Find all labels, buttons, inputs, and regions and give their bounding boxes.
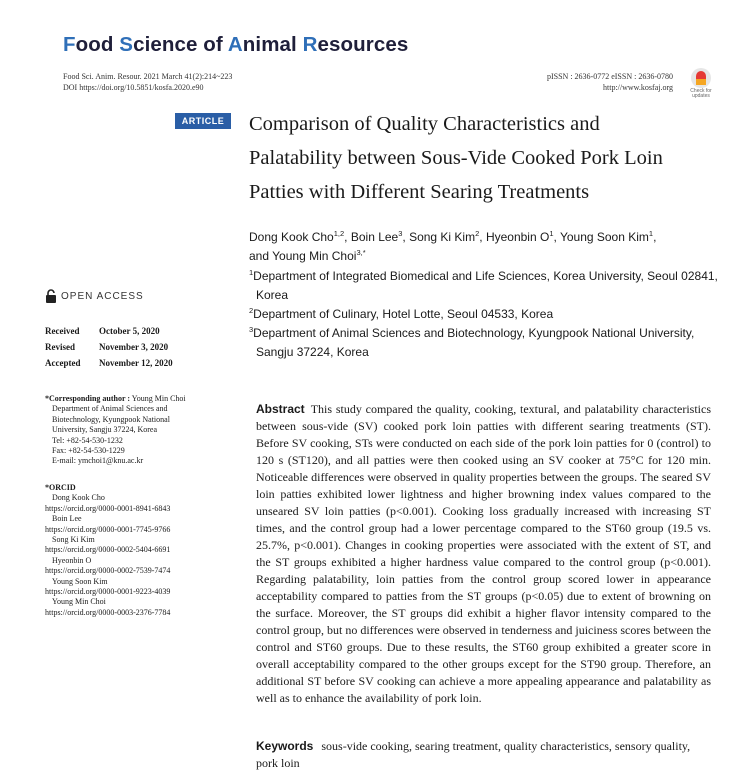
keywords-heading: Keywords [256,739,314,753]
orcid-link[interactable]: https://orcid.org/0000-0003-2376-7784 [45,607,171,617]
lock-icon [45,289,57,303]
article-type-badge: ARTICLE [175,113,231,129]
journal-title: Food Science of Animal Resources [63,33,409,56]
doi-link[interactable]: DOI https://doi.org/10.5851/kosfa.2020.e90 [63,83,204,92]
title-line: Patties with Different Searing Treatments [249,181,590,203]
affiliation-list [249,267,719,362]
title-line: Palatability between Sous-Vide Cooked Pork Loin [249,147,663,169]
issn-line: pISSN : 2636-0772 eISSN : 2636-0780 [546,72,673,81]
abstract-heading: Abstract [256,402,305,416]
affiliation: $^2$Department of Culinary, Hotel Lotte, Seoul 04533, Korea [249,306,554,321]
abstract [256,401,711,707]
crossmark-label: Check for updates [690,88,712,99]
author-name: Hyeonbin O [485,230,550,244]
keywords [256,738,711,772]
keywords-text: sous-vide cooking, searing treatment, quality characteristics, sensory quality, pork loin [256,739,691,770]
email-link[interactable]: E-mail: ymchoi1@knu.ac.kr [52,456,144,466]
open-access-label: OPEN ACCESS [45,289,144,303]
title-line: Comparison of Quality Characteristics and [249,113,600,135]
affiliation: $^1$Department of Integrated Biomedical and Life Sciences, Korea University, Seoul 02841, Korea [249,268,718,302]
article-title [249,107,719,209]
citation-info [63,71,232,93]
author-name: Young Soon Kim [559,230,649,244]
citation-line: Food Sci. Anim. Resour. 2021 March 41(2):214~223 [63,72,233,81]
orcid-link[interactable]: https://orcid.org/0000-0001-7745-9766 [45,524,171,534]
author-name: Song Ki Kim [409,230,476,244]
crossmark-badge [691,68,711,88]
author-name: Young Min Choi [272,249,357,263]
orcid-list: *ORCID Dong Kook Cho https://orcid.org/0000-0001-8941-6843 Boin Lee https://orcid.org/0000-0001-7745-9766 Song Ki Kim https://orcid.org/0000-0002-5404-6691 Hyeonbin O https://orcid.org/0000-0002-7539-7474 Young Soon Kim https://orcid.org/0000-0001-9223-4039 Young Min Choi https://orcid.org/0000-0003-2376-7784 [45,483,230,618]
author-name: Boin Lee [350,230,399,244]
crossmark-icon[interactable] [686,68,716,99]
date-row-received: Received October 5, 2020 [45,326,160,336]
publication-dates [45,323,173,371]
date-row-revised: Revised November 3, 2020 [45,342,169,352]
orcid-link[interactable]: https://orcid.org/0000-0001-8941-6843 [45,503,171,513]
author-list: Dong Kook Cho$^{1,2}$, Boin Lee$^3$, Song Ki Kim$^2$, Hyeonbin $O^1$, Young Soon Kim$^1$, and Young Min Choi$^{3,*}$ [249,229,657,263]
date-row-accepted: Accepted November 12, 2020 [45,358,173,368]
journal-url-link[interactable]: http://www.kosfaj.org [603,83,673,92]
author-name: Dong Kook Cho [249,230,334,244]
orcid-link[interactable]: https://orcid.org/0000-0001-9223-4039 [45,587,171,597]
orcid-link[interactable]: https://orcid.org/0000-0002-5404-6691 [45,545,171,555]
abstract-text: This study compared the quality, cooking, textural, and palatability characteristics between sous-vide (SV) cooked pork loin patties with different searing treatments (ST). Before SV cooking, STs were conducted on each side of the pork loin patties for 0 (control) to 120 s (ST120), and all patties were then cooked using an SV cooker at 75°C for 120 min. Noticeable differences were observed in quality properties between the groups. The seared SV loin patties exhibited lower lightness and higher browning index values compared to the unseared SV loin patties (p<0.001). Cooking loss gradually increased with increasing ST times, and the control group had a lower percentage compared to the ST60 group (19.5 vs. 25.7%, p<0.001). Changes in cooking properties were associated with the extent of ST, and the ST groups exhibited a higher hardness value compared to the control group (p<0.001). Regarding palatability, loin patties from the control group scored lower in appearance acceptability compared to patties from the ST groups (p<0.05) due to extent of browning on the surface. Moreover, the ST groups did exhibit a higher flavor intensity compared to the control group, but no differences were observed in tenderness and juiciness scores between the control and ST60 groups. Due to these results, the ST60 group exhibited a greater score in overall acceptability compared to the other groups except for the ST90 group. Therefore, an additional ST before SV cooking can achieve a more appealing appearance and palatability as well as to enhance the availability of pork loin. [256,402,711,705]
orcid-link[interactable]: https://orcid.org/0000-0002-7539-7474 [45,566,171,576]
corresponding-author: *Corresponding author : Young Min Choi Department of Animal Sciences and Biotechnology, Kyungpook National University, Sangju 37224, Korea Tel: +82-54-530-1232 Fax: +82-54-530-1229 E-mail: ymchoi1@knu.ac.kr [45,394,230,467]
issn-info [547,71,673,93]
affiliation: $^3$Department of Animal Sciences and Biotechnology, Kyungpook National University, Sangju 37224, Korea [249,325,695,359]
